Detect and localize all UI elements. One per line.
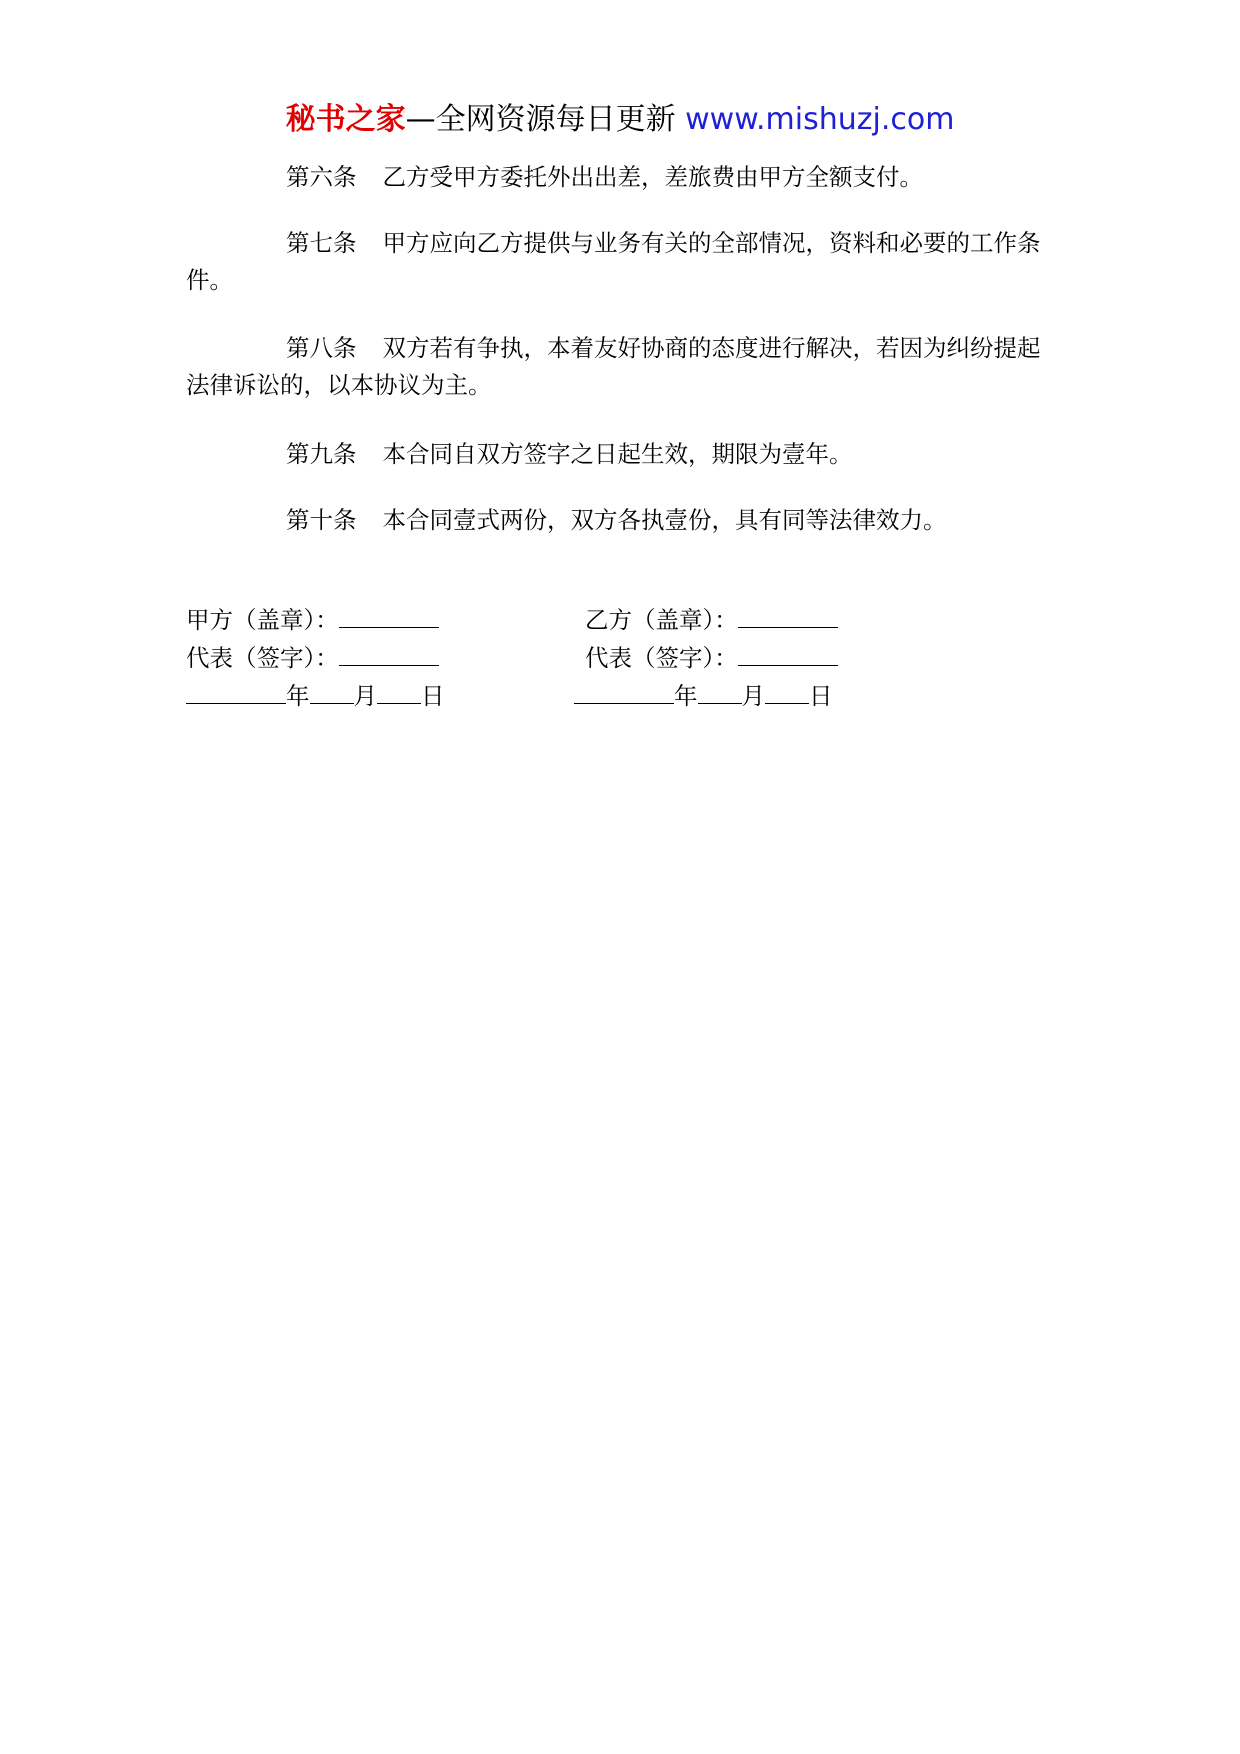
party-a-year-blank[interactable] [186,679,286,704]
article-text: 甲方应向乙方提供与业务有关的全部情况，资料和必要的工作条件。 [186,229,1041,294]
month-label: 月 [741,682,765,710]
article-text: 本合同自双方签字之日起生效，期限为壹年。 [382,440,853,468]
website-link[interactable]: www.mishuzj.com [685,102,955,137]
party-a-date-line [186,678,445,715]
article-number: 第七条 [286,229,357,257]
party-b-year-blank[interactable] [574,679,674,704]
article-text: 本合同壹式两份，双方各执壹份，具有同等法律效力。 [382,506,947,534]
party-a-seal-blank[interactable] [339,603,439,628]
party-b-sign-line [585,640,838,677]
article-6 [186,159,1058,196]
article-number: 第八条 [286,334,357,362]
party-a-day-blank[interactable] [377,679,421,704]
article-text: 乙方受甲方委托外出出差，差旅费由甲方全额支付。 [382,163,923,191]
day-label: 日 [809,682,833,710]
article-number: 第六条 [286,163,357,191]
party-b-seal-label: 乙方（盖章）： [585,606,738,634]
day-label: 日 [421,682,445,710]
article-10 [186,502,1058,539]
article-text: 双方若有争执，本着友好协商的态度进行解决，若因为纠纷提起法律诉讼的，以本协议为主。 [186,334,1041,399]
party-b-sign-blank[interactable] [738,641,838,666]
year-label: 年 [286,682,310,710]
party-a-month-blank[interactable] [310,679,354,704]
brand-name: 秘书之家 [285,102,406,137]
month-label: 月 [353,682,377,710]
article-7 [186,225,1058,299]
party-b-seal-blank[interactable] [738,603,838,628]
party-a-seal-line [186,602,439,639]
article-8 [186,330,1058,404]
party-b-day-blank[interactable] [765,679,809,704]
page-header [0,100,1240,140]
party-a-sign-label: 代表（签字）： [186,644,339,672]
party-b-month-blank[interactable] [698,679,742,704]
party-b-date-line [574,678,833,715]
party-a-seal-label: 甲方（盖章）： [186,606,339,634]
party-a-sign-blank[interactable] [339,641,439,666]
year-label: 年 [674,682,698,710]
party-a-sign-line [186,640,439,677]
party-b-seal-line [585,602,838,639]
article-number: 第十条 [286,506,357,534]
article-9 [186,436,1058,473]
header-slogan: —全网资源每日更新 [405,102,676,137]
party-b-sign-label: 代表（签字）： [585,644,738,672]
article-number: 第九条 [286,440,357,468]
